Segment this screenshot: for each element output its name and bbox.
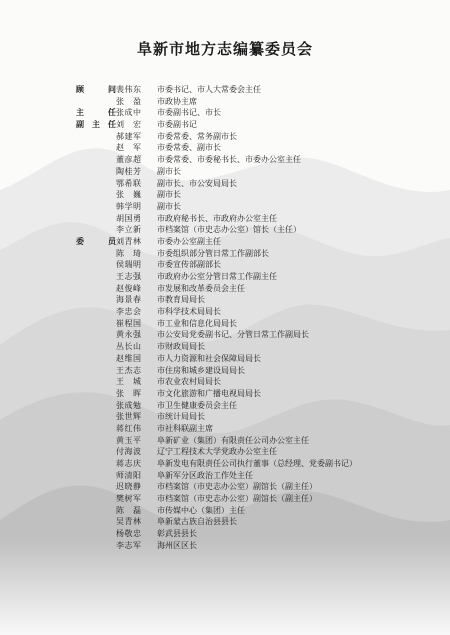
member-name: 张 晖 <box>116 388 142 398</box>
member-name: 李忠会 <box>116 307 142 317</box>
member-name: 赵俊峰 <box>116 283 142 293</box>
member-name: 黄永强 <box>116 330 142 340</box>
member-position: 市公安局党委副书记、分管日常工作副局长 <box>157 330 309 340</box>
member-position: 阜新矿业（集团）有限责任公司办公室主任 <box>157 435 309 445</box>
member-name: 陶桂芳 <box>116 166 142 176</box>
member-position: 市财政局局长 <box>157 342 205 352</box>
member-name: 刘青林 <box>116 236 142 246</box>
member-role: 主 任 <box>76 108 116 118</box>
member-position: 市委常委、常务副市长 <box>157 131 237 141</box>
page-title: 阜新市地方志编纂委员会 <box>136 40 313 58</box>
member-position: 市委副书记、市长 <box>157 108 221 118</box>
member-name: 王杰志 <box>116 365 142 375</box>
member-position: 副市长 <box>157 166 181 176</box>
member-role: 副主任 <box>76 120 116 130</box>
member-position: 市档案馆（市史志办公室）馆长（主任） <box>157 225 301 235</box>
member-name: 侯瑞明 <box>116 260 142 270</box>
member-position: 阜新军分区政治工作处主任 <box>157 470 253 480</box>
member-position: 海州区区长 <box>157 540 197 550</box>
member-position: 市教育局局长 <box>157 295 205 305</box>
member-position: 市卫生健康委员会主任 <box>157 400 237 410</box>
member-name: 鄂希联 <box>116 178 142 188</box>
member-name: 王 城 <box>116 377 142 387</box>
member-name: 张 盈 <box>116 96 142 106</box>
member-name: 刘 宏 <box>116 120 142 130</box>
member-name: 黄玉平 <box>116 435 142 445</box>
member-name: 海景春 <box>116 295 142 305</box>
member-name: 董彦超 <box>116 155 142 165</box>
member-position: 市委副书记 <box>157 120 197 130</box>
member-position: 市委常委、市委秘书长、市委办公室主任 <box>157 155 301 165</box>
member-role: 委 员 <box>76 236 116 246</box>
member-position: 市委宣传部副部长 <box>157 260 221 270</box>
member-name: 韩学明 <box>116 201 142 211</box>
member-name: 杨敬忠 <box>116 529 142 539</box>
member-name: 付海波 <box>116 447 142 457</box>
member-position: 阜新蒙古族自治县县长 <box>157 517 237 527</box>
member-position: 市住房和城乡建设局局长 <box>157 365 245 375</box>
member-name: 蒋志庆 <box>116 459 142 468</box>
member-name: 郝建军 <box>116 131 142 141</box>
member-name: 胡国勇 <box>116 213 142 223</box>
member-name: 张成勉 <box>116 400 142 410</box>
member-name: 丛长山 <box>116 342 142 352</box>
member-name: 蒋红伟 <box>116 423 142 433</box>
member-name: 赵维国 <box>116 353 142 363</box>
member-position: 市档案馆（市史志办公室）副馆长（副主任） <box>157 494 317 504</box>
member-name: 师清阳 <box>116 470 142 480</box>
member-position: 市委组织部分管日常工作副部长 <box>157 248 269 258</box>
member-position: 市统计局局长 <box>157 412 205 422</box>
member-position: 市政府办公室分管日常工作副主任 <box>157 272 277 281</box>
member-position: 市农业农村局局长 <box>157 377 221 387</box>
member-position: 市政府秘书长、市政府办公室主任 <box>157 213 277 223</box>
member-position: 市传媒中心（集团）主任 <box>157 505 245 515</box>
member-name: 张成中 <box>116 108 142 118</box>
member-position: 市委办公室副主任 <box>157 236 221 246</box>
member-position: 市委书记、市人大常委会主任 <box>157 85 261 94</box>
member-name: 陈 磊 <box>116 505 142 515</box>
member-name: 赵 军 <box>116 143 142 153</box>
member-name: 李立新 <box>116 225 142 235</box>
member-name: 张世辉 <box>116 412 142 422</box>
member-name: 李志军 <box>116 540 142 550</box>
member-position: 市人力资源和社会保障局局长 <box>157 353 261 363</box>
member-role: 顾 问 <box>76 85 116 94</box>
member-name: 张 巍 <box>116 190 142 200</box>
member-position: 辽宁工程技术大学党政办公室主任 <box>157 447 277 457</box>
member-position: 阜新发电有限责任公司执行董事（总经理、党委副书记） <box>157 459 357 468</box>
member-position: 市工业和信息化局局长 <box>157 318 237 328</box>
member-name: 吴青林 <box>116 517 142 527</box>
member-name: 迟晓静 <box>116 482 142 492</box>
member-name: 崔程国 <box>116 318 142 328</box>
member-name: 裴伟东 <box>116 85 142 94</box>
member-name: 王志强 <box>116 272 142 281</box>
member-name: 樊树军 <box>116 494 142 504</box>
member-position: 彰武县县长 <box>157 529 197 539</box>
member-position: 副市长 <box>157 190 181 200</box>
member-position: 副市长 <box>157 201 181 211</box>
member-position: 市委常委、副市长 <box>157 143 221 153</box>
member-position: 市社科联副主席 <box>157 423 213 433</box>
member-position: 市发展和改革委员会主任 <box>157 283 245 293</box>
member-name: 陈 琦 <box>116 248 142 258</box>
member-position: 市档案馆（市史志办公室）副馆长（副主任） <box>157 482 317 492</box>
member-position: 市科学技术局局长 <box>157 307 221 317</box>
member-position: 副市长、市公安局局长 <box>157 178 237 188</box>
member-position: 市文化旅游和广播电视局局长 <box>157 388 261 398</box>
member-position: 市政协主席 <box>157 96 197 106</box>
